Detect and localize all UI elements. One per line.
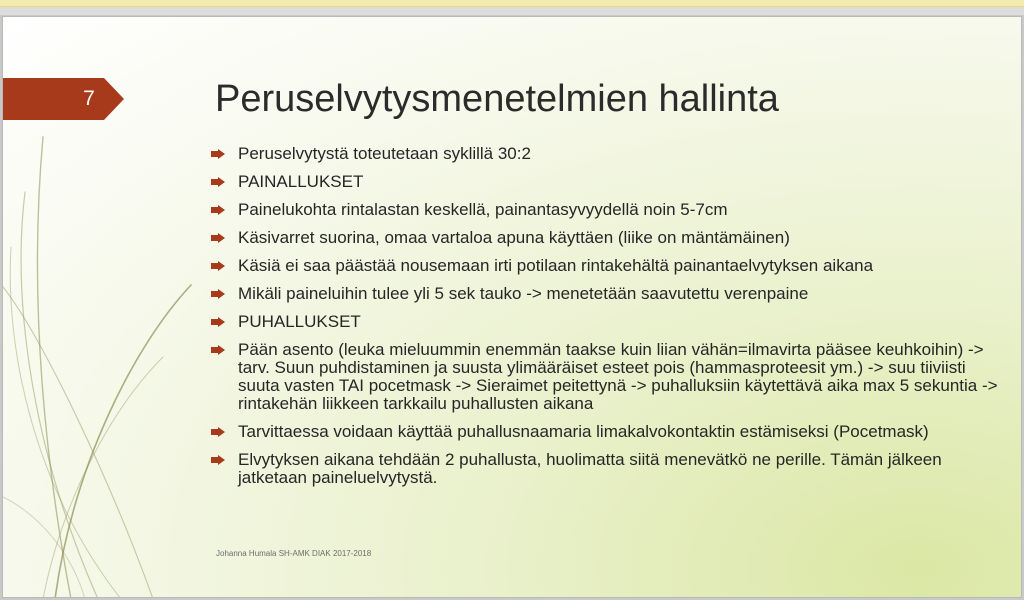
slide-canvas[interactable] [2, 16, 1022, 598]
bullet-item [211, 201, 1001, 219]
bullet-item [211, 451, 1001, 487]
arrow-bullet-icon [211, 205, 225, 215]
bullet-item [211, 285, 1001, 303]
bullet-text: Elvytyksen aikana tehdään 2 puhallusta, huolimatta siitä menevätkö ne perille. Tämän jälkeen jatketaan paineluelvytystä. [238, 450, 942, 487]
slide-number-tag-shape [3, 78, 124, 120]
bullet-item [211, 423, 1001, 441]
bullet-text: Pään asento (leuka mieluummin enemmän taakse kuin liian vähän=ilmavirta pääsee keuhkoihin) -> tarv. Suun puhdistaminen ja suusta ylimääräiset esteet pois (hammasproteesit ym.) -> suu tiiviisti suuta vasten TAI pocetmask -> Sieraimet peitettynä -> puhalluksiin käytettävä aika max 5 sekuntia -> rintakehän liikkeen tarkkailu puhallusten aikana [238, 340, 998, 413]
bullet-item [211, 145, 1001, 163]
bullet-text: Painelukohta rintalastan keskellä, painantasyvyydellä noin 5-7cm [238, 200, 728, 219]
bullet-text: Tarvittaessa voidaan käyttää puhallusnaamaria limakalvokontaktin estämiseksi (Pocetmask) [238, 422, 929, 441]
bullet-item [211, 229, 1001, 247]
bullet-list[interactable] [211, 145, 1001, 497]
arrow-bullet-icon [211, 233, 225, 243]
bullet-item [211, 341, 1001, 413]
arrow-bullet-icon [211, 261, 225, 271]
bullet-item [211, 173, 1001, 191]
bullet-item [211, 313, 1001, 331]
arrow-bullet-icon [211, 455, 225, 465]
bullet-text: PUHALLUKSET [238, 312, 361, 331]
bullet-item [211, 257, 1001, 275]
notification-bar [0, 0, 1024, 7]
curve-1 [37, 137, 71, 598]
arrow-bullet-icon [211, 177, 225, 187]
canvas-gap [0, 7, 1024, 15]
bullet-text: Peruselvytystä toteutetaan syklillä 30:2 [238, 144, 531, 163]
arrow-bullet-icon [211, 149, 225, 159]
arrow-bullet-icon [211, 317, 225, 327]
arrow-bullet-icon [211, 427, 225, 437]
slide-number: 7 [83, 87, 95, 110]
bullet-text: Mikäli paineluihin tulee yli 5 sek tauko -> menetetään saavutettu verenpaine [238, 284, 809, 303]
bullet-text: Käsivarret suorina, omaa vartaloa apuna käyttäen (liike on mäntämäinen) [238, 228, 790, 247]
bullet-text: Käsiä ei saa päästää nousemaan irti potilaan rintakehältä painantaelvytyksen aikana [238, 256, 874, 275]
slide-footer: Johanna Humala SH-AMK DIAK 2017-2018 [216, 549, 372, 558]
arrow-bullet-icon [211, 289, 225, 299]
curve-5 [55, 285, 191, 598]
bullet-text: PAINALLUKSET [238, 172, 364, 191]
slide-title[interactable]: Peruselvytysmenetelmien hallinta [215, 78, 779, 120]
arrow-bullet-icon [211, 345, 225, 355]
